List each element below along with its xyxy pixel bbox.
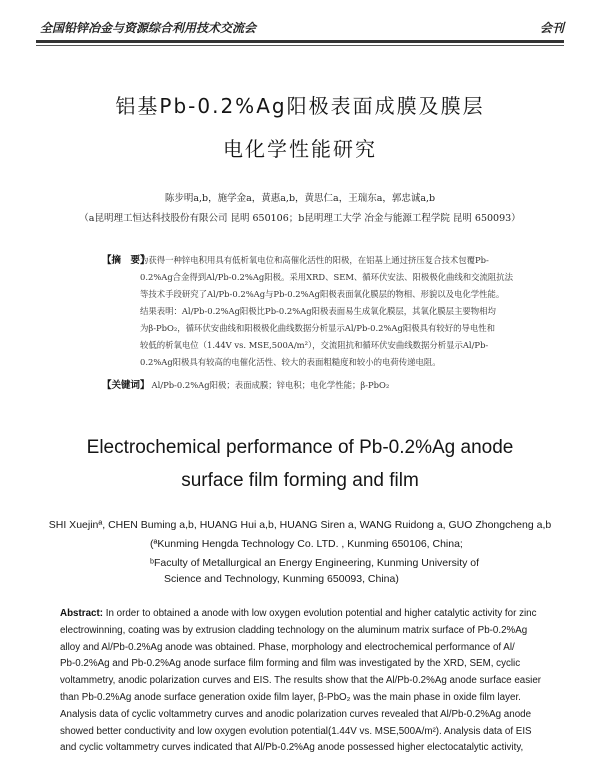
english-affiliation-b-cont: Science and Technology, Kunming 650093, China) <box>164 573 399 585</box>
english-affiliation-a: (ªKunming Hengda Technology Co. LTD. , Kunming 650106, China; <box>150 538 463 550</box>
abstract-line: alloy and Al/Pb-0.2%Ag anode was obtained. Phase, morphology and electrochemical performance of Al/ <box>60 641 515 653</box>
english-title-line-2: surface film forming and film <box>181 470 419 491</box>
chinese-keywords-text: Al/Pb-0.2%Ag阳极；表面成膜；锌电积；电化学性能；β-PbO₂ <box>151 380 390 390</box>
chinese-affiliation: （a昆明理工恒达科技股份有限公司 昆明 650106；b昆明理工大学 冶金与能源工程学院 昆明 650093） <box>79 213 521 224</box>
chinese-abstract <box>104 252 554 371</box>
chinese-title-line-1: 铝基Pb-0.2%Ag阳极表面成膜及膜层 <box>115 94 485 118</box>
chinese-abstract-label: 【摘 要】 <box>102 255 150 266</box>
conference-name: 全国铅锌冶金与资源综合利用技术交流会 <box>40 21 257 35</box>
chinese-keywords-label: 【关键词】 <box>102 380 150 391</box>
abstract-line: Analysis data of cyclic voltammetry curves and anodic polarization curves revealed that Al/Pb-0.2%Ag anode <box>60 708 532 720</box>
abstract-line: than Pb-0.2%Ag anode surface generation oxide film layer, β-PbO₂ was the main phase in oxide film layer. <box>60 691 521 703</box>
header-rule <box>36 40 564 43</box>
abstract-line: 结果表明：Al/Pb-0.2%Ag阳极比Pb-0.2%Ag阳极表面易生成氧化膜层，其氧化膜层主要物相均 <box>140 306 496 316</box>
english-abstract <box>60 606 570 757</box>
chinese-authors: 陈步明a,b，施学金a，黄惠a,b，黄思仁a，王瑞东a，郭忠诚a,b <box>164 193 436 204</box>
abstract-line: electrowinning, coating was by extrusion cladding technology on the aluminum matrix surface of Pb-0.2%Ag <box>60 624 528 636</box>
abstract-line: In order to obtained a anode with low oxygen evolution potential and higher catalytic activity for zinc <box>103 608 537 619</box>
abstract-line: 0.2%Ag阳极具有较高的电催化活性、较大的表面粗糙度和较小的电荷传递电阻。 <box>140 357 441 367</box>
header-rule-thin <box>36 45 564 46</box>
abstract-line: 为获得一种锌电积用具有低析氧电位和高催化活性的阳极，在铝基上通过挤压复合技术包覆Pb- <box>140 255 489 265</box>
abstract-line: Pb-0.2%Ag and Pb-0.2%Ag anode surface film forming and film was investigated by the XRD, SEM, cyclic <box>60 658 521 670</box>
chinese-title-line-2: 电化学性能研究 <box>223 137 377 161</box>
running-header <box>40 19 564 39</box>
abstract-line: 0.2%Ag合金得到Al/Pb-0.2%Ag阳极。采用XRD、SEM、循环伏安法、阳极极化曲线和交流阻抗法 <box>140 272 514 282</box>
abstract-line: 等技术手段研究了Al/Pb-0.2%Ag与Pb-0.2%Ag阳极表面氧化膜层的物相、形貌以及电化学性能。 <box>140 289 505 299</box>
english-title-line-1: Electrochemical performance of Pb-0.2%Ag anode <box>86 437 514 458</box>
abstract-line: and cyclic voltammetry curves indicated that Al/Pb-0.2%Ag anode possessed higher electocatalytic activity, <box>60 742 524 754</box>
english-authors: SHI Xuejinª, CHEN Buming a,b, HUANG Hui a,b, HUANG Siren a, WANG Ruidong a, GUO Zhongcheng a,b <box>48 519 552 531</box>
journal-tag: 会刊 <box>539 21 564 35</box>
abstract-line: showed better conductivity and low oxygen evolution potential(1.44V vs. MSE,500A/m²). Analysis data of EIS <box>60 725 532 737</box>
chinese-keywords <box>102 377 389 391</box>
english-abstract-label: Abstract: <box>60 608 104 619</box>
abstract-line: voltammetry, anodic polarization curves and EIS. The results show that the Al/Pb-0.2%Ag anode surface easier <box>60 675 542 687</box>
abstract-line: 较低的析氧电位（1.44V vs. MSE,500A/m²），交流阻抗和循环伏安曲线数据分析显示Al/Pb- <box>140 340 489 350</box>
english-affiliation-b: ᵇFaculty of Metallurgical an Energy Engineering, Kunming University of <box>150 557 480 569</box>
abstract-line: 为β-PbO₂，循环伏安曲线和阳极极化曲线数据分析显示Al/Pb-0.2%Ag阳极具有较好的导电性和 <box>140 323 495 333</box>
